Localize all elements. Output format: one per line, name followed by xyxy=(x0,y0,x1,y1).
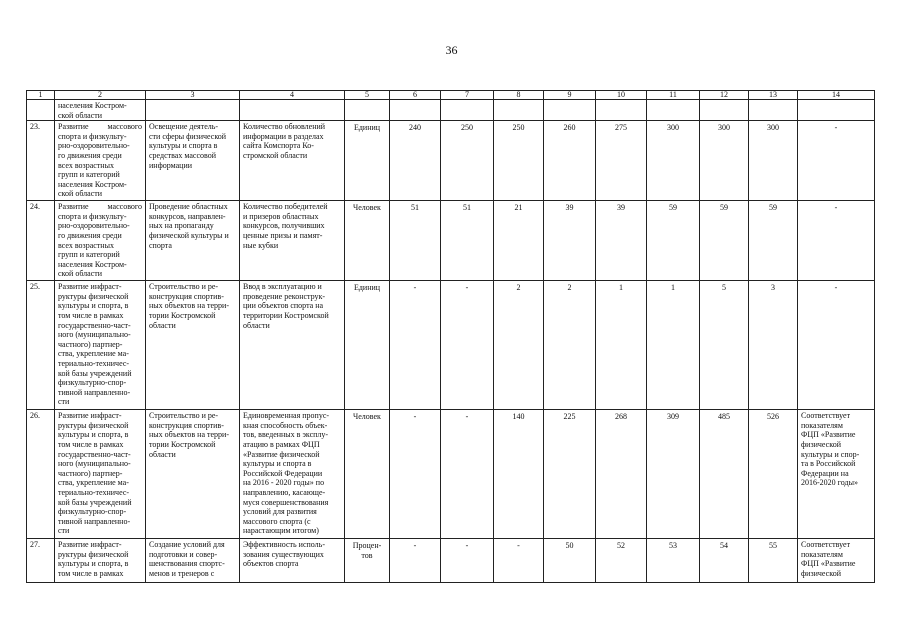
column-number: 7 xyxy=(441,91,494,100)
table-row xyxy=(27,281,875,410)
indicators-table xyxy=(26,90,875,583)
value-cell: - xyxy=(494,539,544,583)
indicator-cell: Количество обновлений информации в разделах сайта Комспорта Ко- стромской области xyxy=(240,121,345,201)
column-number: 3 xyxy=(146,91,240,100)
unit-cell: Единиц xyxy=(345,281,390,410)
column-number: 12 xyxy=(700,91,749,100)
row-number: 23. xyxy=(27,121,55,201)
empty-cell xyxy=(441,100,494,121)
value-cell: 268 xyxy=(596,410,647,539)
value-cell: 59 xyxy=(749,201,798,281)
value-cell: 225 xyxy=(544,410,596,539)
column-number: 8 xyxy=(494,91,544,100)
row-number: 25. xyxy=(27,281,55,410)
unit-cell: Человек xyxy=(345,201,390,281)
value-cell: 309 xyxy=(647,410,700,539)
page-number: 36 xyxy=(445,43,458,57)
value-cell: 300 xyxy=(647,121,700,201)
note-cell: Соответствует показателям ФЦП «Развитие физической культуры и спор- та в Российской Федерации на 2016-2020 годы» xyxy=(798,410,875,539)
value-cell: 39 xyxy=(596,201,647,281)
table-body xyxy=(27,91,875,583)
value-cell: 1 xyxy=(647,281,700,410)
value-cell: 140 xyxy=(494,410,544,539)
event-cell: Проведение областных конкурсов, направлен- ных на пропаганду физической культуры и спорта xyxy=(146,201,240,281)
value-cell: - xyxy=(441,281,494,410)
value-cell: 3 xyxy=(749,281,798,410)
empty-cell xyxy=(390,100,441,121)
value-cell: 300 xyxy=(749,121,798,201)
unit-cell: Единиц xyxy=(345,121,390,201)
indicator-cell: Эффективность исполь- зования существующих объектов спорта xyxy=(240,539,345,583)
indicator-cell: Единовременная пропус- кная способность объек- тов, введенных в эксплу- атацию в рамках ФЦП «Развитие физической культуры и спорта в Российской Федерации на 2016 - 2020 годы» по направлению, касающе- муся совершенствования условий для развития массового спорта (с нарастающим итогом) xyxy=(240,410,345,539)
task-cell: населения Костром- ской области xyxy=(55,100,146,121)
row-number: 27. xyxy=(27,539,55,583)
column-number: 9 xyxy=(544,91,596,100)
empty-cell xyxy=(27,100,55,121)
value-cell: 59 xyxy=(647,201,700,281)
column-number: 4 xyxy=(240,91,345,100)
value-cell: 300 xyxy=(700,121,749,201)
value-cell: - xyxy=(390,410,441,539)
empty-cell xyxy=(345,100,390,121)
column-number: 13 xyxy=(749,91,798,100)
empty-cell xyxy=(494,100,544,121)
value-cell: 2 xyxy=(494,281,544,410)
unit-cell: Процен- тов xyxy=(345,539,390,583)
value-cell: - xyxy=(390,281,441,410)
note-cell: - xyxy=(798,121,875,201)
task-cell: Развитие инфраст- руктуры физической культуры и спорта, в том числе в рамках государственно-част- ного (муниципально- частного) партнер- ства, укрепление ма- териально-техничес- кой базы учреждений физкультурно-спор- тивной направленно- сти xyxy=(55,281,146,410)
column-number: 2 xyxy=(55,91,146,100)
event-cell: Строительство и ре- конструкция спортив- ных объектов на терри- тории Костромской области xyxy=(146,281,240,410)
table-row xyxy=(27,410,875,539)
event-cell: Освещение деятель- сти сферы физической культуры и спорта в средствах массовой информации xyxy=(146,121,240,201)
value-cell: 54 xyxy=(700,539,749,583)
empty-cell xyxy=(749,100,798,121)
value-cell: 55 xyxy=(749,539,798,583)
value-cell: - xyxy=(441,539,494,583)
column-number: 5 xyxy=(345,91,390,100)
column-number: 10 xyxy=(596,91,647,100)
value-cell: - xyxy=(441,410,494,539)
column-number: 14 xyxy=(798,91,875,100)
value-cell: - xyxy=(390,539,441,583)
empty-cell xyxy=(240,100,345,121)
continuation-row xyxy=(27,100,875,121)
value-cell: 53 xyxy=(647,539,700,583)
value-cell: 526 xyxy=(749,410,798,539)
value-cell: 485 xyxy=(700,410,749,539)
value-cell: 59 xyxy=(700,201,749,281)
empty-cell xyxy=(798,100,875,121)
empty-cell xyxy=(596,100,647,121)
event-cell: Строительство и ре- конструкция спортив- ных объектов на терри- тории Костромской области xyxy=(146,410,240,539)
value-cell: 1 xyxy=(596,281,647,410)
value-cell: 260 xyxy=(544,121,596,201)
column-number: 11 xyxy=(647,91,700,100)
column-number: 6 xyxy=(390,91,441,100)
event-cell: Создание условий для подготовки и совер- шенствования спортс- менов и тренеров с xyxy=(146,539,240,583)
task-cell: Развитие массового спорта и физкульту- рно-оздоровительно- го движения среди всех возрастных групп и категорий населения Костром- ской области xyxy=(55,201,146,281)
note-cell: Соответствует показателям ФЦП «Развитие физической xyxy=(798,539,875,583)
column-number: 1 xyxy=(27,91,55,100)
value-cell: 39 xyxy=(544,201,596,281)
indicator-cell: Ввод в эксплуатацию и проведение реконструк- ции объектов спорта на территории Костромской области xyxy=(240,281,345,410)
value-cell: 50 xyxy=(544,539,596,583)
note-cell: - xyxy=(798,201,875,281)
table-row xyxy=(27,201,875,281)
task-cell: Развитие массового спорта и физкульту- рно-оздоровительно- го движения среди всех возрастных групп и категорий населения Костром- ской области xyxy=(55,121,146,201)
value-cell: 21 xyxy=(494,201,544,281)
value-cell: 5 xyxy=(700,281,749,410)
task-cell: Развитие инфраст- руктуры физической культуры и спорта, в том числе в рамках xyxy=(55,539,146,583)
table-row xyxy=(27,121,875,201)
indicator-cell: Количество победителей и призеров областных конкурсов, получивших ценные призы и памят- ные кубки xyxy=(240,201,345,281)
value-cell: 52 xyxy=(596,539,647,583)
value-cell: 51 xyxy=(441,201,494,281)
row-number: 24. xyxy=(27,201,55,281)
value-cell: 2 xyxy=(544,281,596,410)
table-row xyxy=(27,539,875,583)
empty-cell xyxy=(146,100,240,121)
value-cell: 250 xyxy=(494,121,544,201)
empty-cell xyxy=(700,100,749,121)
empty-cell xyxy=(647,100,700,121)
unit-cell: Человек xyxy=(345,410,390,539)
task-cell: Развитие инфраст- руктуры физической культуры и спорта, в том числе в рамках государственно-част- ного (муниципально- частного) партнер- ства, укрепление ма- териально-техничес- кой базы учреждений физкультурно-спор- тивной направленно- сти xyxy=(55,410,146,539)
value-cell: 275 xyxy=(596,121,647,201)
value-cell: 240 xyxy=(390,121,441,201)
note-cell: - xyxy=(798,281,875,410)
column-number-row xyxy=(27,91,875,100)
empty-cell xyxy=(544,100,596,121)
row-number: 26. xyxy=(27,410,55,539)
value-cell: 51 xyxy=(390,201,441,281)
value-cell: 250 xyxy=(441,121,494,201)
